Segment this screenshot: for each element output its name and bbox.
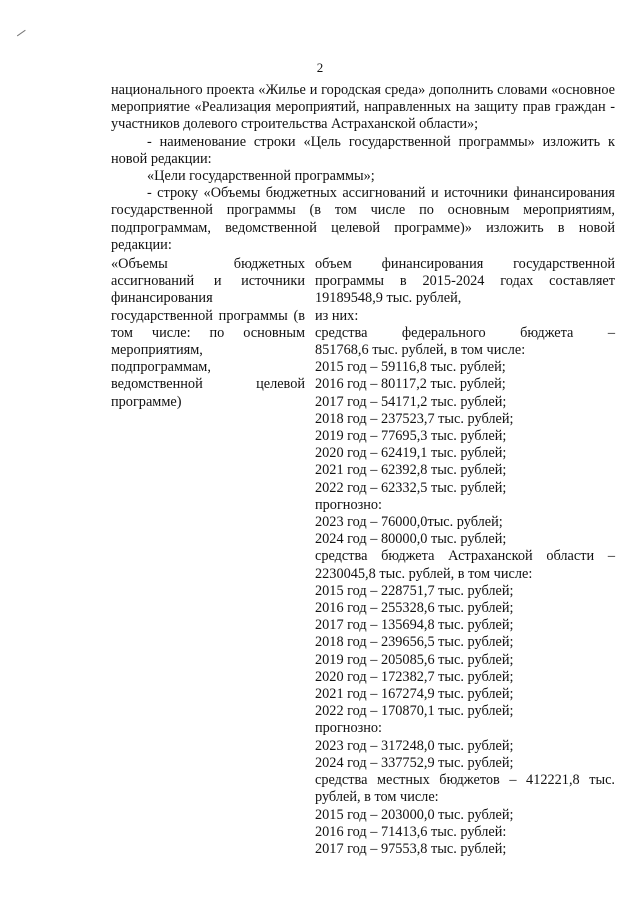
intro-paragraph-3: «Цели государственной программы»; — [147, 168, 375, 185]
funding-line: 2020 год – 172382,7 тыс. рублей; — [315, 668, 514, 685]
funding-line: 2023 год – 317248,0 тыс. рублей; — [315, 737, 514, 754]
funding-line: 2024 год – 337752,9 тыс. рублей; — [315, 754, 514, 771]
funding-line: 2015 год – 228751,7 тыс. рублей; — [315, 582, 514, 599]
funding-line: 2016 год – 255328,6 тыс. рублей; — [315, 600, 514, 617]
funding-line: 851768,6 тыс. рублей, в том числе: — [315, 342, 526, 359]
scan-artifact-mark — [17, 30, 29, 41]
funding-line: 19189548,9 тыс. рублей, — [315, 290, 462, 307]
funding-line: 2017 год – 54171,2 тыс. рублей; — [315, 393, 507, 410]
funding-line: 2021 год – 62392,8 тыс. рублей; — [315, 462, 507, 479]
funding-line: 2018 год – 239656,5 тыс. рублей; — [315, 634, 514, 651]
funding-line: 2020 год – 62419,1 тыс. рублей; — [315, 445, 507, 462]
funding-line: объем финансирования государственной программы в 2015-2024 годах составляет — [315, 256, 615, 290]
funding-line: 2021 год – 167274,9 тыс. рублей; — [315, 686, 514, 703]
intro-text — [111, 82, 615, 254]
funding-line: 2019 год – 205085,6 тыс. рублей; — [315, 651, 514, 668]
funding-line: 2015 год – 59116,8 тыс. рублей; — [315, 359, 506, 376]
intro-paragraph-4: - строку «Объемы бюджетных ассигнований и источники финансирования государственной программы (в том числе по основным мероприятиям, подпрограммам, ведомственной целевой программе)» изложить в новой редакции: — [111, 185, 615, 253]
funding-line: 2024 год – 80000,0 тыс. рублей; — [315, 531, 507, 548]
funding-line: 2019 год – 77695,3 тыс. рублей; — [315, 428, 507, 445]
funding-line: средства бюджета Астраханской области – — [315, 548, 615, 565]
intro-paragraph-1: национального проекта «Жилье и городская среда» дополнить словами «основное мероприятие «Реализация мероприятий, направленных на защиту прав граждан - участников долевого строительства Астраханской области»; — [111, 82, 615, 133]
funding-line: рублей, в том числе: — [315, 789, 439, 806]
funding-line: 2017 год – 135694,8 тыс. рублей; — [315, 617, 514, 634]
funding-line: 2017 год – 97553,8 тыс. рублей; — [315, 840, 507, 857]
funding-line: 2016 год – 71413,6 тыс. рублей: — [315, 823, 507, 840]
funding-line: средства местных бюджетов – 412221,8 тыс. — [315, 772, 615, 789]
funding-line: средства федерального бюджета – — [315, 324, 615, 341]
funding-line: прогнозно: — [315, 496, 383, 513]
intro-paragraph-2: - наименование строки «Цель государственной программы» изложить к новой редакции: — [111, 133, 615, 167]
funding-line: 2023 год – 76000,0тыс. рублей; — [315, 514, 503, 531]
funding-line: 2015 год – 203000,0 тыс. рублей; — [315, 806, 514, 823]
funding-line: 2016 год – 80117,2 тыс. рублей; — [315, 376, 506, 393]
funding-line: 2230045,8 тыс. рублей, в том числе: — [315, 565, 533, 582]
funding-line: из них: — [315, 307, 359, 324]
table-left-cell: «Объемы бюджетных ассигнований и источники финансирования государственной программы (в том числе: по основным мероприятиям, подпрограммам, ведомственной целевой программе) — [111, 256, 305, 410]
funding-line: прогнозно: — [315, 720, 383, 737]
funding-line: 2022 год – 170870,1 тыс. рублей; — [315, 703, 514, 720]
table-right-cell — [315, 256, 615, 858]
funding-line: 2022 год – 62332,5 тыс. рублей; — [315, 479, 507, 496]
funding-line: 2018 год – 237523,7 тыс. рублей; — [315, 410, 514, 427]
page-number: 2 — [316, 60, 324, 75]
